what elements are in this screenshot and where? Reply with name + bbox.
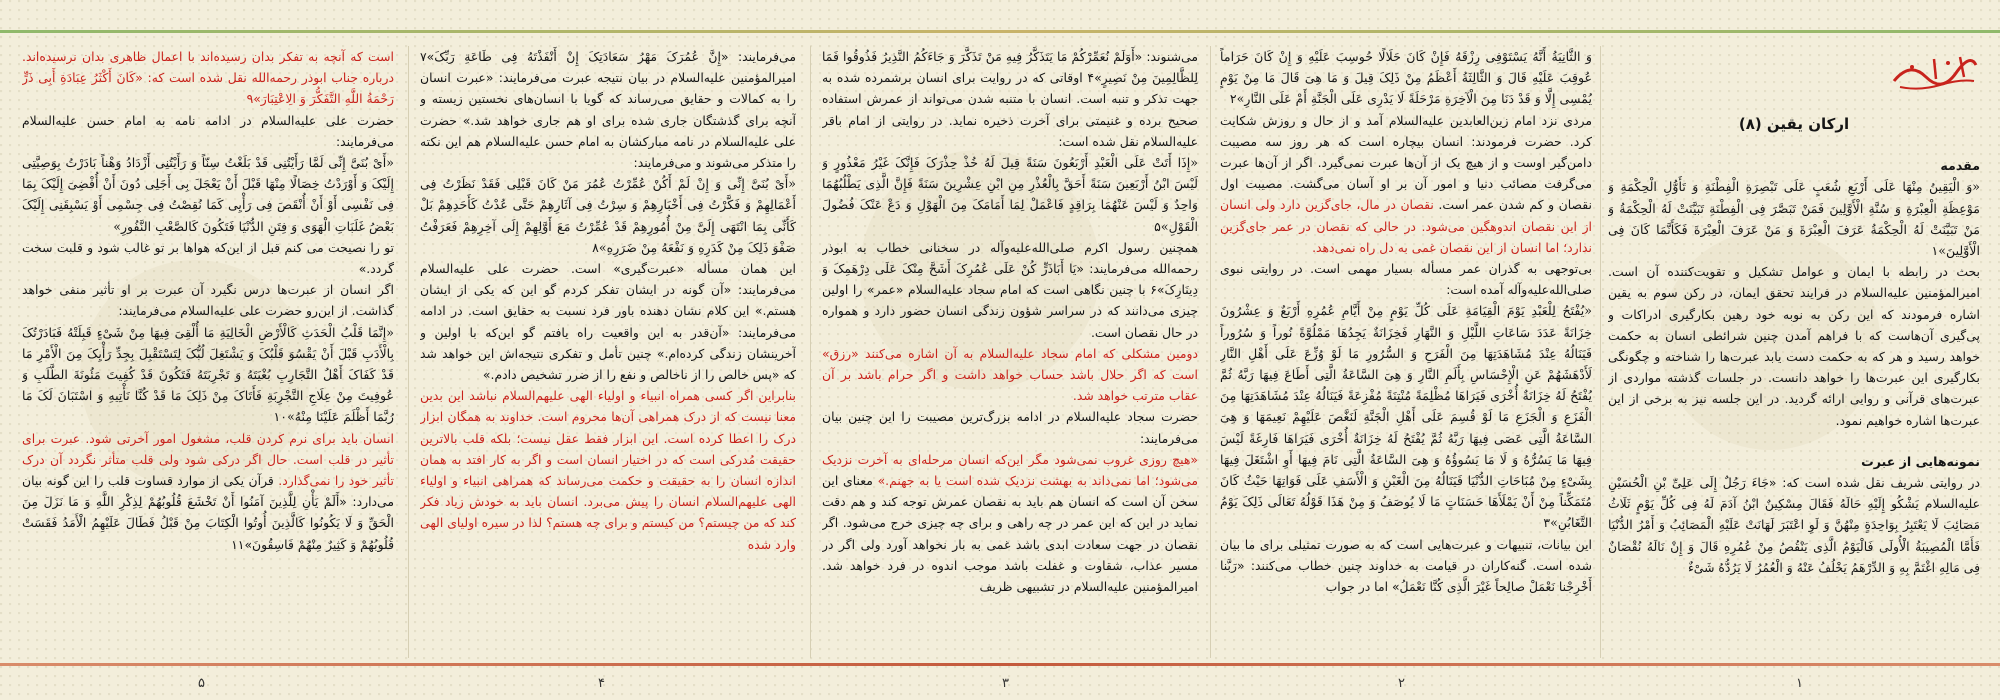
highlighted-text: انسان باید برای نرم کردن قلب، مشغول امور آخرتی شود. عبرت برای تأثیر در قلب است. حال اگر درکی شود ولی قلب متأثر نگردد آن درک تأثیر خود را نمی‌گذارد. <box>22 430 394 489</box>
arabic-hadith: وَ الثَّانِیَةُ أَنَّهُ یَسْتَوْفِی رِزْقَهُ فَإِنْ کَانَ حَلَالًا حُوسِبَ عَلَیْهِ وَ إِنْ کَانَ حَرَاماً عُوقِبَ عَلَیْهِ قَالَ وَ الثَّالِثَةُ أَعْظَمُ مِنْ ذَلِکَ قِیلَ وَ مَا هِیَ قَالَ مَا مِنْ یَوْمٍ یُمْسِی إِلَّا وَ قَدْ دَنَا مِنَ الْآخِرَةِ مَرْحَلَةً لَا یَدْرِی عَلَی الْجَنَّةِ أَمْ عَلَی النَّارِ»۲ <box>1220 49 1592 107</box>
page-number: ۴ <box>598 676 605 691</box>
paragraph: همچنین رسول اکرم صلی‌الله‌علیه‌وآله در سخنانی خطاب به ابوذر رحمه‌الله می‌فرمایند: «یَا أَبَاذَرٍّ کُنْ عَلَی عُمُرِکَ أَشَحَّ مِنْکَ عَلَی دِرْهَمِکَ وَ دِینَارِکَ»۶ با چنین نگاهی است که امام سجاد علیه‌السلام «عمر» را اولین چیزی می‌دانند که در سراسر شؤون زندگی انسان حضور دارد و همواره در حال نقصان است. <box>822 239 1198 340</box>
paragraph: اگر انسان از عبرت‌ها درس نگیرد آن عبرت بر او تأثیر منفی خواهد گذاشت. از این‌رو حضرت علی علیه‌السلام می‌فرمایند: <box>22 282 394 319</box>
bottom-rule <box>0 663 2000 666</box>
column-divider <box>1210 46 1211 658</box>
paragraph: تو را نصیحت می کنم قبل از این‌که هواها بر تو غالب شود و قلبت سخت گردد.» <box>22 239 394 277</box>
page-number: ۲ <box>1398 676 1405 691</box>
column-divider <box>810 46 811 658</box>
arabic-hadith: «وَ الْیَقِینُ مِنْهَا عَلَی أَرْبَعِ شُعَبٍ عَلَی تَبْصِرَةِ الْفِطْنَةِ وَ تَأَوُّلِ الْحِکْمَةِ وَ مَوْعِظَةِ الْعِبْرَةِ وَ سُنَّةِ الْأَوَّلِینَ فَمَنْ تَبَصَّرَ فِی الْفِطْنَةِ تَبَیَّنَتْ لَهُ الْحِکْمَةُ وَ مَنْ تَبَیَّنَتْ لَهُ الْحِکْمَةُ عَرَفَ الْعِبْرَةَ وَ مَنْ عَرَفَ الْعِبْرَةَ فَکَأَنَّمَا کَانَ فِی الْأَوَّلِینَ»۱ <box>1608 179 1980 259</box>
basmala <box>1608 46 1980 100</box>
arabic-hadith: «أَیْ بُنَیَّ إِنِّی وَ إِنْ لَمْ أَکُنْ عُمِّرْتُ عُمُرَ مَنْ کَانَ قَبْلِی فَقَدْ نَظَرْتُ فِی أَعْمَالِهِمْ وَ فَکَّرْتُ فِی أَخْبَارِهِمْ وَ سِرْتُ فِی آثَارِهِمْ حَتَّی عُدْتُ کَأَحَدِهِمْ بَلْ کَأَنِّی بِمَا انْتَهَی إِلَیَّ مِنْ أُمُورِهِمْ قَدْ عُمِّرْتُ مَعَ أَوَّلِهِمْ إِلَی آخِرِهِمْ فَعَرَفْتُ صَفْوَ ذَلِکَ مِنْ کَدَرِهِ وَ نَفْعَهُ مِنْ ضَرَرِهِ»۸ <box>420 176 796 255</box>
paragraph: این بیانات، تنبیهات و عبرت‌هایی است که به صورت تمثیلی برای ما بیان شده است. گنه‌کاران در قیامت به خداوند چنین خطاب می‌کنند: «رَبَّنا أَخْرِجْنا نَعْمَلْ صالِحاً غَیْرَ الَّذِی کُنَّا نَعْمَلُ» اما در جواب <box>1220 536 1592 595</box>
paragraph: این همان مسأله «عبرت‌گیری» است. حضرت علی علیه‌السلام می‌فرمایند: «آن گونه در ایشان تفکر کردم گو این که یکی از ایشان هستم.» این کلام نشان دهنده باور فرد نسبت به حقایق است. در ادامه می‌فرمایند: «آن‌قدر به این واقعیت راه یافتم گو این‌که با اولین و آخرینشان زندگی کرده‌ام.» چنین تأمل و تفکری نتیجه‌اش این خواهد شد که «پس خالص را از ناخالص و نفع را از ضرر تشخیص دادم.» <box>420 261 796 383</box>
paragraph: بحث در رابطه با ایمان و عوامل تشکیل و تقویت‌کننده آن است. امیرالمؤمنین علیه‌السلام در فرایند تحقق ایمان، در رکن سوم به یقین اشاره فرمودند که این رکن به نوبه خود رهین بکارگیری ادراکات و پی‌گیری آن‌هاست که با فراهم آمدن چنین شرائطی انسان به حکمت خواهد رسید و هر که به حکمت دست یابد عبرت‌ها را شناخته و چگونگی بکارگیری این عبرت‌ها را خواهد دانست. در جلسات گذشته مواردی از عبرت‌های قرآنی و روایی ارائه گردید. در این جلسه نیز به برخی از این عبرت‌ها اشاره خواهیم نمود. <box>1608 264 1980 428</box>
section-heading-examples: نمونه‌هایی از عبرت <box>1861 453 1980 469</box>
highlighted-text: بنابراین اگر کسی همراه انبیاء و اولیاء الهی علیهم‌السلام نباشد این بدین معنا نیست که از درک همراهی آن‌ها محروم است. خداوند به همگان ابزار درک را اعطا کرده است. این ابزار فقط عقل نیست؛ بلکه قلب بالاترین حقیقت مُدرکی است که در اختیار انسان است و اگر به کار افتد به همان اندازه انسان را به حقیقت و حکمت می‌رساند که همراهی انبیاء و اولیاء الهی علیهم‌السلام انسان را پیش می‌برد. انسان باید به خودش زیاد فکر کند که من چیستم؟ من کیستم و برای چه هستم؟ لذا در سیره اولیای الهی وارد شده <box>420 388 796 552</box>
highlighted-text: «هیچ روزی غروب نمی‌شود مگر این‌که انسان مرحله‌ای به آخرت نزدیک می‌شود؛ اما نمی‌داند به بهشت نزدیک شده است یا به جهنم.» <box>822 451 1198 489</box>
top-rule <box>0 30 2000 33</box>
basmala-calligraphy-icon <box>1890 51 1980 95</box>
page-number: ۵ <box>198 676 205 691</box>
column-5 <box>22 46 394 658</box>
arabic-hadith: «یُفْتَحُ لِلْعَبْدِ یَوْمَ الْقِیَامَةِ عَلَی کُلِّ یَوْمٍ مِنْ أَیَّامِ عُمُرِهِ أَرْبَعٌ وَ عِشْرُونَ خِزَانَةً عَدَدَ سَاعَاتِ اللَّیْلِ وَ النَّهَارِ فَخِزَانَةٌ یَجِدُهَا مَمْلُوَّةً نُوراً وَ سُرُوراً فَیَنَالُهُ عِنْدَ مُشَاهَدَتِهَا مِنَ الْفَرَحِ وَ السُّرُورِ مَا لَوْ وُزِّعَ عَلَی أَهْلِ النَّارِ لَأَدْهَشَهُمْ عَنِ الْإِحْسَاسِ بِأَلَمِ النَّارِ وَ هِیَ السَّاعَةُ الَّتِی أَطَاعَ فِیهَا رَبَّهُ ثُمَّ یُفْتَحُ لَهُ خِزَانَةٌ أُخْرَی فَیَرَاهَا مُظْلِمَةً مُنْتِنَةً مُفْزِعَةً فَیَنَالُهُ عِنْدَ مُشَاهَدَتِهَا مِنَ الْفَزَعِ وَ الْجَزَعِ مَا لَوْ قُسِمَ عَلَی أَهْلِ الْجَنَّةِ لَنَغَّصَ عَلَیْهِمْ نَعِیمَهَا وَ هِیَ السَّاعَةُ الَّتِی عَصَی فِیهَا رَبَّهُ ثُمَّ یُفْتَحُ لَهُ خِزَانَةٌ أُخْرَی فَیَرَاهَا فَارِغَةً لَیْسَ فِیهَا مَا یَسُرُّهُ وَ لَا مَا یَسُوؤُهُ وَ هِیَ السَّاعَةُ الَّتِی نَامَ فِیهَا أَوِ اشْتَغَلَ فِیهَا بِشَیْءٍ مِنْ مُبَاحَاتِ الدُّنْیَا فَیَنَالُهُ مِنَ الْغَبْنِ وَ الْأَسَفِ عَلَی فَوَاتِهَا حَیْثُ کَانَ مُتَمَکِّناً مِنْ أَنْ یَمْلَأَهَا حَسَنَاتٍ مَا لَا یُوصَفُ وَ مِنْ هَذَا قَوْلُهُ تَعَالَی ذَلِکَ یَوْمُ التَّغَابُنِ»۳ <box>1220 303 1592 531</box>
highlighted-text: است که آنچه به تفکر بدان رسیده‌اند با اعمال ظاهری بدان نرسیده‌اند. درباره جناب ابوذر رحمه‌الله نقل شده است که: «کَانَ أَکْثَرُ عِبَادَةِ أَبِی ذَرٍّ رَحْمَةُ اللَّهِ التَّفَکُّرَ وَ الِاعْتِبَارَ»۹ <box>22 49 394 107</box>
paragraph: مردی نزد امام زین‌العابدین علیه‌السلام آمد و از حال و روزش شکایت کرد. حضرت فرمودند: انسان بیچاره است که هر روز سه مصیبت دامن‌گیر اوست و از هیچ یک از آن‌ها عبرت نمی‌گیرد. اگر از آن‌ها عبرت می‌گرفت مصائب دنیا و امور آن بر او آسان می‌گشت. مصیبت اول نقصان و کم شدن عمر است. <box>1220 112 1592 213</box>
page-title: ارکان یقین (۸) <box>1738 115 1850 133</box>
column-divider <box>408 46 409 658</box>
paragraph: حضرت سجاد علیه‌السلام در ادامه بزرگ‌ترین مصیبت را این چنین بیان می‌فرمایند: <box>822 409 1198 446</box>
paragraph: می‌فرمایند: «إِنَّ عُمُرَکَ مَهْرُ سَعَادَتِکَ إِنْ أَنْفَذْتَهُ فِی طَاعَةِ رَبِّکَ»۷ امیرالمؤمنین علیه‌السلام در بیان نتیجه عبرت می‌فرمایند: «عبرت انسان را به کمالات و حقایق می‌رساند که گویا با انسان‌های نخستین زیسته و آنچه برای گذشتگان جاری شده برای او هم جاری خواهد شد.» حضرت علی علیه‌السلام در نامه مبارکشان به امام حسن علیه‌السلام هم این نکته را متذکر می‌شوند و می‌فرمایند: <box>420 49 796 171</box>
paragraph: بی‌توجهی به گذران عمر مسأله بسیار مهمی است. در روایتی نبوی صلی‌الله‌علیه‌وآله آمده است: <box>1220 261 1592 298</box>
column-4 <box>420 46 796 658</box>
paragraph: قرآن یکی از موارد قساوت قلب را این گونه بیان می‌دارد: «أَلَمْ یَأْنِ لِلَّذِینَ آمَنُوا أَنْ تَخْشَعَ قُلُوبُهُمْ لِذِکْرِ اللَّهِ وَ مَا نَزَلَ مِنَ الْحَقِّ وَ لَا یَکُونُوا کَالَّذِینَ أُوتُوا الْکِتَابَ مِنْ قَبْلُ فَطَالَ عَلَیْهِمُ الْأَمَدُ فَقَسَتْ قُلُوبُهُمْ وَ کَثِیرٌ مِنْهُمْ فَاسِقُونَ»۱۱ <box>22 473 394 552</box>
arabic-hadith: «إِذَا أَتَتْ عَلَی الْعَبْدِ أَرْبَعُونَ سَنَةً قِیلَ لَهُ خُذْ حِذْرَکَ فَإِنَّکَ غَیْرُ مَعْذُورٍ وَ لَیْسَ ابْنُ أَرْبَعِینَ سَنَةً أَحَقَّ بِالْعُذْرِ مِنِ ابْنِ عِشْرِینَ سَنَةً فَإِنَّ الَّذِی یَطْلُبُهُمَا وَاحِدٌ وَ لَیْسَ عَنْهُمَا بِرَاقِدٍ فَاعْمَلْ لِمَا أَمَامَکَ مِنَ الْهَوْلِ وَ دَعْ عَنْکَ فُضُولَ الْقَوْلِ»۵ <box>822 155 1198 234</box>
arabic-hadith: «إِنَّمَا قَلْبُ الْحَدَثِ کَالْأَرْضِ الْخَالِیَةِ مَا أُلْقِیَ فِیهَا مِنْ شَیْءٍ قَبِلَتْهُ فَبَادَرْتُکَ بِالْأَدَبِ قَبْلَ أَنْ یَقْسُوَ قَلْبُکَ وَ یَشْتَغِلَ لُبُّکَ لِتَسْتَقْبِلَ بِجِدِّ رَأْیِکَ مِنَ الْأَمْرِ مَا قَدْ کَفَاکَ أَهْلُ التَّجَارِبِ بُغْیَتَهُ وَ تَجْرِبَتَهُ فَتَکُونَ قَدْ کُفِیتَ مَئُونَةَ الطَّلَبِ وَ عُوفِیتَ مِنْ عِلَاجِ التَّجْرِبَةِ فَأَتَاکَ مِنْ ذَلِکَ مَا قَدْ کُنَّا نَأْتِیهِ وَ اسْتَبَانَ لَکَ مَا رُبَّمَا أَظْلَمَ عَلَیْنَا مِنْهُ»۱۰ <box>22 324 394 425</box>
column-2 <box>1220 46 1592 658</box>
section-heading-intro: مقدمه <box>1940 158 1980 174</box>
highlighted-text: نقصان در مال، جای‌گزین دارد ولی انسان از این نقصان اندوهگین می‌شود. در حالی که نقصان در عمر جای‌گزین ندارد؛ اما انسان از این نقصان غمی به دل راه نمی‌دهد. <box>1220 197 1592 255</box>
arabic-hadith: «أَیْ بُنَیَّ إِنِّی لَمَّا رَأَیْتُنِی قَدْ بَلَغْتُ سِنّاً وَ رَأَیْتُنِی أَزْدَادُ وَهْناً بَادَرْتُ بِوَصِیَّتِی إِلَیْکَ وَ أَوْرَدْتُ خِصَالًا مِنْهَا قَبْلَ أَنْ یَعْجَلَ بِی أَجَلِی دُونَ أَنْ أُفْضِیَ إِلَیْکَ بِمَا فِی نَفْسِی أَوْ أَنْ أُنْقَصَ فِی رَأْیِی کَمَا نُقِصْتُ فِی جِسْمِی أَوْ یَسْبِقَنِی إِلَیْکَ بَعْضُ غَلَبَاتِ الْهَوَی وَ فِتَنِ الدُّنْیَا فَتَکُونَ کَالصَّعْبِ النَّفُورِ» <box>22 155 394 234</box>
paragraph: معنای این سخن آن است که انسان هم باید به نقصان عمرش توجه کند و هم دقت نماید در این که این عمر در چه راهی و برای چه چیزی خرج می‌شود. اگر نقصان در جهت سعادت ابدی باشد غمی به بار نخواهد آورد ولی اگر در مسیر عذاب، شقاوت و غفلت باشد موجب اندوه در فرد خواهد شد. امیرالمؤمنین علیه‌السلام در تشبیهی ظریف <box>822 473 1198 595</box>
column-3 <box>822 46 1198 658</box>
paragraph: حضرت علی علیه‌السلام در ادامه نامه به امام حسن علیه‌السلام می‌فرمایند: <box>22 112 394 149</box>
paragraph: می‌شنوند: «أَوَلَمْ نُعَمِّرْکُمْ مَا یَتَذَکَّرُ فِیهِ مَنْ تَذَکَّرَ وَ جَاءَکُمُ النَّذِیرُ فَذُوقُوا فَمَا لِلظَّالِمِینَ مِنْ نَصِیرٍ»۴ اوقاتی که در روایت برای انسان برشمرده شده به جهت تذکر و تنبه است. انسان با متنبه شدن می‌تواند از عمرش استفاده صحیح برده و غنیمتی برای آخرت ذخیره نماید. در روایتی از امام باقر علیه‌السلام نقل شده است: <box>822 49 1198 149</box>
paragraph: در روایتی شریف نقل شده است که: «جَاءَ رَجُلٌ إِلَی عَلِیِّ بْنِ الْحُسَیْنِ علیه‌السلام یَشْکُو إِلَیْهِ حَالَهُ فَقَالَ مِسْکِینٌ ابْنُ آدَمَ لَهُ فِی کُلِّ یَوْمٍ ثَلَاثُ مَصَائِبَ لَا یَعْتَبِرُ بِوَاحِدَةٍ مِنْهُنَّ وَ لَوِ اعْتَبَرَ لَهَانَتْ عَلَیْهِ الْمَصَائِبُ وَ أَمْرُ الدُّنْیَا فَأَمَّا الْمُصِیبَةُ الْأُولَی فَالْیَوْمُ الَّذِی یَنْقُصُ مِنْ عُمُرِهِ قَالَ وَ إِنْ نَالَهُ نُقْصَانٌ فِی مَالِهِ اغْتَمَّ بِهِ وَ الدِّرْهَمُ یَخْلُفُ عَنْهُ وَ الْعُمُرُ لَا یَرُدُّهُ شَیْءٌ <box>1608 475 1980 575</box>
highlighted-text: دومین مشکلی که امام سجاد علیه‌السلام به آن اشاره می‌کنند «رزق» است که اگر حلال باشد حساب خواهد داشت و اگر حرام باشد بر آن عقاب مترتب خواهد شد. <box>822 345 1198 404</box>
page-number: ۱ <box>1796 676 1803 691</box>
column-divider <box>1600 46 1601 658</box>
column-1 <box>1608 46 1980 658</box>
page-number: ۳ <box>1002 676 1009 691</box>
